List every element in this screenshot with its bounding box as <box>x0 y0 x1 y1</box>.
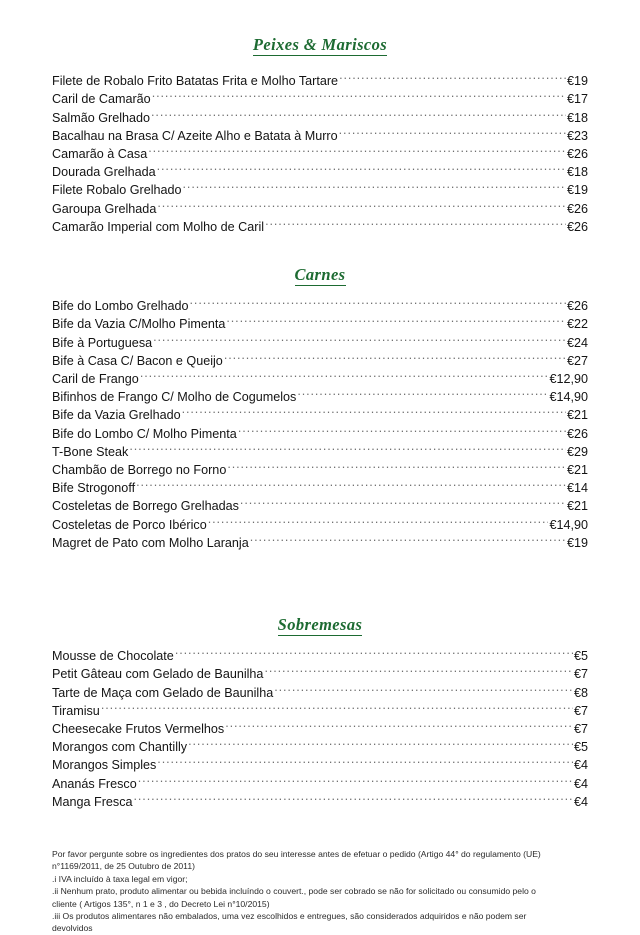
legal-notice-footer <box>52 811 552 935</box>
section-title-text: Sobremesas <box>277 614 363 634</box>
menu-item <box>52 534 588 552</box>
menu-item <box>52 218 588 236</box>
menu-item-price: €21 <box>566 499 588 514</box>
menu-item-name: Filete Robalo Grelhado <box>52 183 182 198</box>
menu-item-price: €21 <box>566 462 588 477</box>
dot-leader <box>153 334 566 347</box>
menu-item-price: €26 <box>566 146 588 161</box>
menu-item <box>52 181 588 199</box>
menu-item-price: €26 <box>566 299 588 314</box>
dot-leader <box>188 739 573 752</box>
menu-item-price: €12,90 <box>549 371 588 386</box>
dot-leader <box>240 498 566 511</box>
dot-leader <box>138 775 573 788</box>
menu-item <box>52 775 588 793</box>
menu-item-price: €18 <box>566 110 588 125</box>
menu-item-name: Tiramisu <box>52 703 100 718</box>
dot-leader <box>250 534 566 547</box>
section-title-text: Peixes & Mariscos <box>252 35 388 54</box>
menu-item-price: €26 <box>566 201 588 216</box>
menu-item <box>52 352 588 370</box>
menu-item-price: €27 <box>566 353 588 368</box>
menu-item <box>52 90 588 108</box>
dot-leader <box>157 200 566 213</box>
dot-leader <box>157 164 566 177</box>
section-title-text: Carnes <box>294 264 346 284</box>
menu-item <box>52 756 588 774</box>
menu-item-name: Chambão de Borrego no Forno <box>52 462 227 477</box>
dot-leader <box>175 648 573 661</box>
menu-item-name: Bife à Portuguesa <box>52 335 153 350</box>
menu-item <box>52 647 588 665</box>
menu-item-name: Ananás Fresco <box>52 776 137 791</box>
menu-item <box>52 145 588 163</box>
menu-section-peixes <box>52 0 588 236</box>
menu-item-price: €19 <box>566 535 588 550</box>
menu-item-name: Mousse de Chocolate <box>52 649 174 664</box>
menu-item <box>52 461 588 479</box>
menu-item-name: Manga Fresca <box>52 794 133 809</box>
menu-item-price: €8 <box>573 685 588 700</box>
section-heading-carnes <box>52 266 588 284</box>
legal-notice-line: Por favor pergunte sobre os ingredientes dos pratos do seu interesse antes de efetuar o pedido (Artigo 44° do regulamento (UE) n°1169/2011, de 25 Outubro de 2011) <box>52 848 541 872</box>
dot-leader <box>339 73 566 86</box>
menu-item-price: €19 <box>566 183 588 198</box>
menu-item <box>52 425 588 443</box>
menu-item-price: €17 <box>566 92 588 107</box>
menu-item-name: Morangos Simples <box>52 758 157 773</box>
menu-section-carnes <box>52 236 588 552</box>
menu-item <box>52 443 588 461</box>
menu-item-price: €26 <box>566 219 588 234</box>
menu-item-price: €4 <box>573 794 588 809</box>
dot-leader <box>265 218 566 231</box>
dot-leader <box>297 389 548 402</box>
menu-item <box>52 665 588 683</box>
menu-item-price: €7 <box>573 703 588 718</box>
menu-item-name: Magret de Pato com Molho Laranja <box>52 535 249 550</box>
dot-leader <box>140 370 549 383</box>
legal-notice-line: .i IVA incluído à taxa legal em vigor; <box>52 873 188 884</box>
menu-item-price: €18 <box>566 165 588 180</box>
menu-item-name: T-Bone Steak <box>52 444 129 459</box>
menu-item-price: €4 <box>573 776 588 791</box>
menu-item <box>52 497 588 515</box>
menu-item-name: Caril de Camarão <box>52 92 151 107</box>
dot-leader <box>339 127 566 140</box>
menu-item <box>52 406 588 424</box>
menu-item-price: €23 <box>566 128 588 143</box>
menu-item-name: Bacalhau na Brasa C/ Azeite Alho e Batata à Murro <box>52 128 338 143</box>
menu-item-name: Caril de Frango <box>52 371 139 386</box>
menu-item-price: €4 <box>573 758 588 773</box>
legal-notice-line: .iii Os produtos alimentares não embalados, uma vez escolhidos e entregues, são considerados adquiridos e não podem ser devolvidos <box>52 910 527 934</box>
menu-item <box>52 163 588 181</box>
menu-item-name: Bife à Casa C/ Bacon e Queijo <box>52 353 223 368</box>
dot-leader <box>129 443 566 456</box>
dot-leader <box>157 757 573 770</box>
menu-item-price: €21 <box>566 408 588 423</box>
menu-item <box>52 72 588 90</box>
dot-leader <box>148 145 566 158</box>
menu-item <box>52 334 588 352</box>
menu-item-price: €26 <box>566 426 588 441</box>
dot-leader <box>134 793 573 806</box>
menu-item-name: Bifinhos de Frango C/ Molho de Cogumelos <box>52 390 297 405</box>
menu-item <box>52 702 588 720</box>
dot-leader <box>183 182 566 195</box>
menu-item-price: €24 <box>566 335 588 350</box>
menu-item <box>52 720 588 738</box>
dot-leader <box>227 461 566 474</box>
menu-item-name: Garoupa Grelhada <box>52 201 157 216</box>
dot-leader <box>208 516 549 529</box>
menu-item <box>52 793 588 811</box>
menu-item <box>52 109 588 127</box>
dot-leader <box>274 684 573 697</box>
menu-item-price: €5 <box>573 740 588 755</box>
dot-leader <box>136 480 566 493</box>
dot-leader <box>226 316 566 329</box>
menu-item-name: Bife da Vazia Grelhado <box>52 408 181 423</box>
menu-item-list-peixes <box>52 54 588 236</box>
dot-leader <box>264 666 573 679</box>
menu-item-list-sobremesas <box>52 634 588 811</box>
menu-item-name: Dourada Grelhada <box>52 165 156 180</box>
menu-item-list-carnes <box>52 284 588 552</box>
menu-item <box>52 479 588 497</box>
menu-item-name: Costeletas de Borrego Grelhadas <box>52 499 239 514</box>
menu-item-name: Camarão à Casa <box>52 146 148 161</box>
dot-leader <box>151 109 566 122</box>
menu-item <box>52 684 588 702</box>
menu-item-name: Bife Strogonoff <box>52 481 136 496</box>
menu-item-name: Cheesecake Frutos Vermelhos <box>52 721 225 736</box>
menu-item-price: €14,90 <box>549 390 588 405</box>
menu-item <box>52 315 588 333</box>
dot-leader <box>190 298 566 311</box>
menu-section-sobremesas <box>52 552 588 811</box>
menu-item-name: Costeletas de Porco Ibérico <box>52 517 207 532</box>
menu-item-price: €5 <box>573 649 588 664</box>
menu-item-price: €14 <box>566 481 588 496</box>
menu-item <box>52 738 588 756</box>
menu-item-price: €22 <box>566 317 588 332</box>
dot-leader <box>182 407 566 420</box>
menu-item-price: €7 <box>573 721 588 736</box>
menu-item-name: Bife do Lombo Grelhado <box>52 299 189 314</box>
menu-item <box>52 297 588 315</box>
menu-item <box>52 127 588 145</box>
menu-item-name: Salmão Grelhado <box>52 110 151 125</box>
menu-item-name: Petit Gâteau com Gelado de Baunilha <box>52 667 264 682</box>
dot-leader <box>224 352 566 365</box>
menu-item <box>52 388 588 406</box>
menu-item-price: €19 <box>566 74 588 89</box>
menu-item-price: €29 <box>566 444 588 459</box>
menu-item <box>52 200 588 218</box>
dot-leader <box>152 91 566 104</box>
dot-leader <box>238 425 566 438</box>
menu-item-name: Bife do Lombo C/ Molho Pimenta <box>52 426 237 441</box>
menu-item-price: €14,90 <box>549 517 588 532</box>
section-heading-sobremesas <box>52 616 588 634</box>
menu-item-name: Camarão Imperial com Molho de Caril <box>52 219 265 234</box>
section-heading-peixes <box>52 36 588 54</box>
dot-leader <box>101 702 573 715</box>
legal-notice-line: .ii Nenhum prato, produto alimentar ou bebida incluíndo o couvert., pode ser cobrado se não for solicitado ou consumido pelo o cliente ( Artigos 135°, n 1 e 3 , do Decreto Lei n°10/2015) <box>52 886 536 909</box>
menu-item-name: Bife da Vazia C/Molho Pimenta <box>52 317 226 332</box>
menu-item <box>52 516 588 534</box>
menu-item-name: Tarte de Maça com Gelado de Baunilha <box>52 685 274 700</box>
menu-item-name: Filete de Robalo Frito Batatas Frita e Molho Tartare <box>52 74 339 89</box>
menu-item <box>52 370 588 388</box>
menu-item-name: Morangos com Chantilly <box>52 740 188 755</box>
menu-item-price: €7 <box>573 667 588 682</box>
dot-leader <box>225 720 573 733</box>
